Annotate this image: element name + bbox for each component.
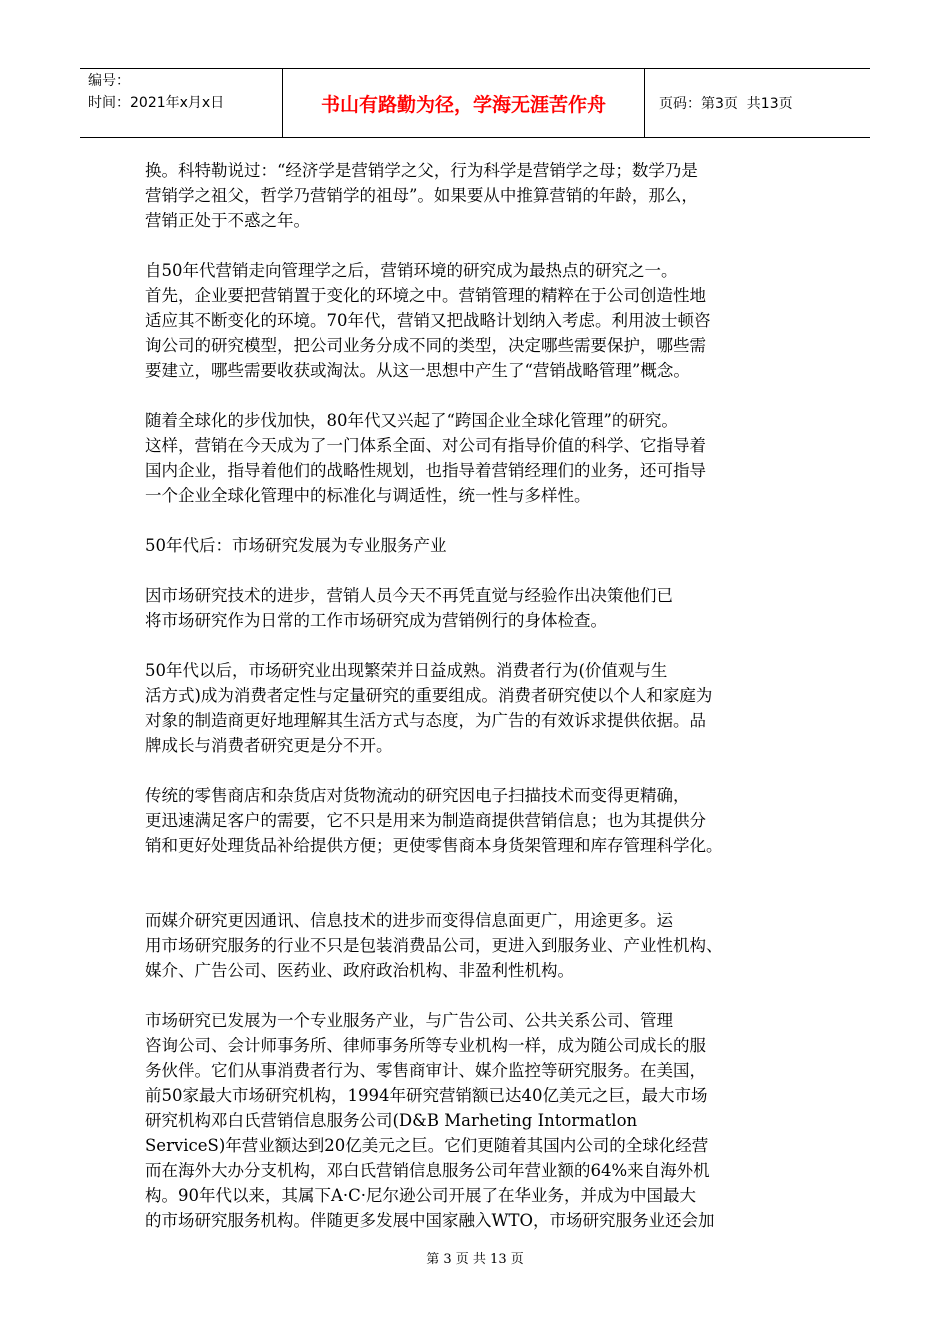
document-number-label: 编号： (88, 73, 130, 89)
paragraph: 自50年代营销走向管理学之后，营销环境的研究成为最热点的研究之一。 首先，企业要把营销置于变化的环境之中。营销管理的精粹在于公司创造性地 适应其不断变化的环境。70年代，营销又把战略计划纳入考虑。利用波士顿咨 询公司的研究模型，把公司业务分成不同的类型，决定哪些需要保护，哪些需 要建立，哪些需要收获或淘汰。从这一思想中产生了“营销战略管理”概念。 (145, 261, 711, 380)
paragraph: 而媒介研究更因通讯、信息技术的进步而变得信息面更广，用途更多。运 用市场研究服务的行业不只是包装消费品公司，更进入到服务业、产业性机构、 媒介、广告公司、医药业、政府政治机构、非盈利性机构。 (145, 911, 723, 980)
header-page-number: 页码：第3页 共13页 (659, 96, 793, 112)
paragraph: 因市场研究技术的进步，营销人员今天不再凭直觉与经验作出决策他们已 将市场研究作为日常的工作市场研究成为营销例行的身体检查。 (145, 586, 673, 630)
paragraph: 随着全球化的步伐加快，80年代又兴起了“跨国企业全球化管理”的研究。 这样，营销在今天成为了一门体系全面、对公司有指导价值的科学、它指导着 国内企业，指导着他们的战略性规划，也指导着营销经理们的业务，还可指导 一个企业全球化管理中的标准化与调适性，统一性与多样性。 (145, 411, 706, 505)
section-heading: 50年代后：市场研究发展为专业服务产业 (145, 536, 447, 555)
document-time-label: 时间：2021年x月x日 (88, 95, 225, 111)
paragraph: 传统的零售商店和杂货店对货物流动的研究因电子扫描技术而变得更精确， 更迅速满足客户的需要，它不只是用来为制造商提供营销信息；也为其提供分 销和更好处理货品补给提供方便；更使零售商本身货架管理和库存管理科学化。 (145, 786, 723, 855)
paragraph: 换。科特勒说过：“经济学是营销学之父，行为科学是营销学之母；数学乃是 营销学之祖父，哲学乃营销学的祖母”。如果要从中推算营销的年龄，那么， 营销正处于不惑之年。 (145, 161, 698, 230)
page-header (80, 68, 870, 138)
header-page-info (645, 69, 870, 137)
page-footer: 第 3 页 共 13 页 (426, 1252, 524, 1267)
paragraph: 市场研究已发展为一个专业服务产业，与广告公司、公共关系公司、管理 咨询公司、会计师事务所、律师事务所等专业机构一样，成为随公司成长的服 务伙伴。它们从事消费者行为、零售商审计、媒介监控等研究服务。在美国， 前50家最大市场研究机构，1994年研究营销额已达40亿美元之巨，最大市场 研究机构邓白氏营销信息服务公司(D&B Marheting Intormatlon ServiceS)年营业额达到20亿美元之巨。它们更随着其国内公司的全球化经营 而在海外大办分支机构，邓白氏营销信息服务公司年营业额的64%来自海外机 构。90年代以来，其属下A·C·尼尔逊公司开展了在华业务，并成为中国最大 的市场研究服务机构。伴随更多发展中国家融入WTO，市场研究服务业还会加 (145, 1011, 715, 1230)
document-body (145, 158, 805, 1233)
paragraph: 50年代以后，市场研究业出现繁荣并日益成熟。消费者行为(价值观与生 活方式)成为消费者定性与定量研究的重要组成。消费者研究使以个人和家庭为 对象的制造商更好地理解其生活方式与态度，为广告的有效诉求提供依据。品 牌成长与消费者研究更是分不开。 (145, 661, 713, 755)
header-meta (80, 69, 283, 137)
header-motto: 书山有路勤为径，学海无涯苦作舟 (283, 69, 645, 137)
